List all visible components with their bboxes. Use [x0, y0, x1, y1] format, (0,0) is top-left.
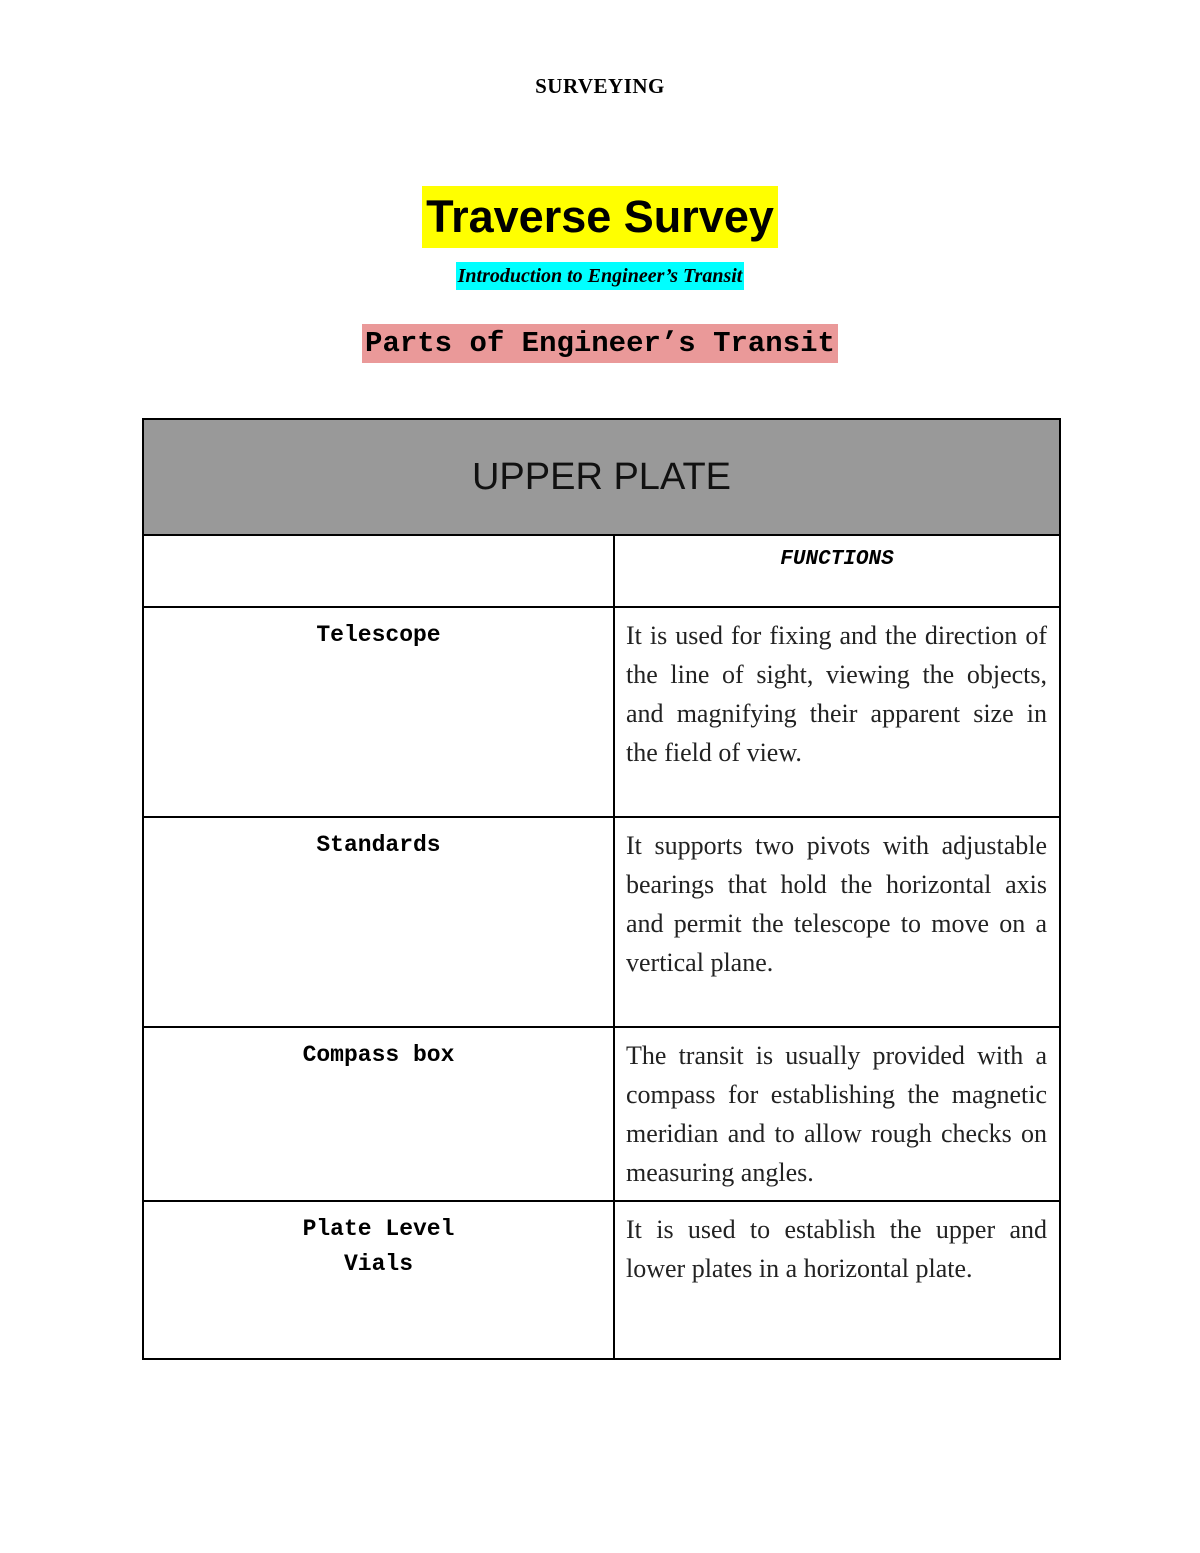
- section-title-container: [0, 324, 1200, 363]
- part-function: It supports two pivots with adjustable bearings that hold the horizontal axis and permit the telescope to move on a vertical plane.: [614, 817, 1060, 1027]
- group-header-upper-plate: UPPER PLATE: [143, 419, 1060, 535]
- parts-table: [142, 418, 1061, 1360]
- part-function: The transit is usually provided with a compass for establishing the magnetic meridian and to allow rough checks on measuring angles.: [614, 1027, 1060, 1201]
- document-subtitle: Introduction to Engineer’s Transit: [456, 262, 745, 290]
- column-header-part: [143, 535, 614, 607]
- table-row: [143, 607, 1060, 817]
- table-column-header-row: [143, 535, 1060, 607]
- subtitle-container: [0, 262, 1200, 290]
- table-group-header-row: [143, 419, 1060, 535]
- document-title: Traverse Survey: [422, 186, 778, 248]
- part-name: Plate Level Vials: [143, 1201, 614, 1359]
- part-function: It is used for fixing and the direction of the line of sight, viewing the objects, and magnifying their apparent size in the field of view.: [614, 607, 1060, 817]
- page-header: SURVEYING: [535, 74, 665, 98]
- title-container: [0, 186, 1200, 248]
- part-name: Telescope: [143, 607, 614, 817]
- part-name: Compass box: [143, 1027, 614, 1201]
- column-header-functions: FUNCTIONS: [614, 535, 1060, 607]
- table-row: [143, 1201, 1060, 1359]
- table-row: [143, 817, 1060, 1027]
- table-row: [143, 1027, 1060, 1201]
- part-name: Standards: [143, 817, 614, 1027]
- section-title: Parts of Engineer’s Transit: [362, 324, 838, 363]
- part-function: It is used to establish the upper and lower plates in a horizontal plate.: [614, 1201, 1060, 1359]
